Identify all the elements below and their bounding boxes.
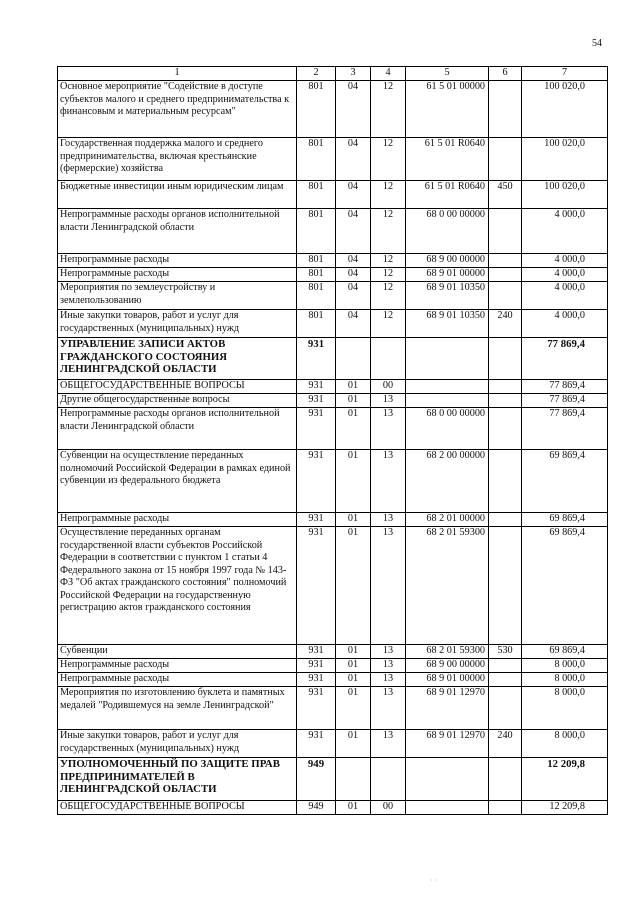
row-target-article: 68 9 00 00000 — [406, 659, 489, 673]
row-amount: 12 209,8 — [522, 758, 608, 801]
row-target-article: 68 0 00 00000 — [406, 408, 489, 450]
row-subsection: 13 — [371, 673, 406, 687]
header-col-2: 2 — [297, 67, 336, 81]
row-subsection: 13 — [371, 450, 406, 513]
row-chapter: 931 — [297, 380, 336, 394]
row-section: 04 — [336, 138, 371, 181]
row-expense-type — [489, 408, 522, 450]
table-row — [58, 645, 608, 659]
row-amount: 4 000,0 — [522, 268, 608, 282]
table-row — [58, 268, 608, 282]
row-name: Непрограммные расходы — [58, 659, 297, 673]
header-col-6: 6 — [489, 67, 522, 81]
row-target-article: 68 0 00 00000 — [406, 209, 489, 254]
row-amount: 4 000,0 — [522, 282, 608, 310]
row-section: 01 — [336, 659, 371, 673]
row-amount: 8 000,0 — [522, 673, 608, 687]
row-subsection: 13 — [371, 730, 406, 758]
row-section: 04 — [336, 268, 371, 282]
row-name: ОБЩЕГОСУДАРСТВЕННЫЕ ВОПРОСЫ — [58, 801, 297, 815]
row-section: 01 — [336, 408, 371, 450]
row-chapter: 801 — [297, 254, 336, 268]
row-chapter: 931 — [297, 338, 336, 380]
scan-dots: · · — [430, 876, 438, 885]
row-name: Непрограммные расходы органов исполнительной власти Ленинградской области — [58, 408, 297, 450]
row-target-article: 61 5 01 R0640 — [406, 138, 489, 181]
row-expense-type — [489, 268, 522, 282]
row-chapter: 949 — [297, 758, 336, 801]
row-target-article: 68 2 01 00000 — [406, 513, 489, 527]
row-section: 01 — [336, 645, 371, 659]
row-chapter: 931 — [297, 730, 336, 758]
budget-table — [57, 66, 608, 815]
row-section: 01 — [336, 527, 371, 645]
page-number: 54 — [592, 38, 602, 49]
row-target-article: 68 9 01 12970 — [406, 730, 489, 758]
row-section: 01 — [336, 513, 371, 527]
row-expense-type — [489, 380, 522, 394]
table-row — [58, 673, 608, 687]
row-target-article — [406, 758, 489, 801]
row-subsection: 13 — [371, 645, 406, 659]
header-row — [58, 67, 608, 81]
row-chapter: 801 — [297, 209, 336, 254]
row-amount: 4 000,0 — [522, 209, 608, 254]
header-col-5: 5 — [406, 67, 489, 81]
row-section: 01 — [336, 394, 371, 408]
table-row — [58, 282, 608, 310]
row-section: 04 — [336, 181, 371, 209]
row-subsection: 12 — [371, 209, 406, 254]
row-expense-type — [489, 758, 522, 801]
row-amount: 4 000,0 — [522, 310, 608, 338]
row-target-article: 68 9 01 12970 — [406, 687, 489, 730]
row-amount: 8 000,0 — [522, 659, 608, 673]
row-target-article: 68 9 01 10350 — [406, 310, 489, 338]
row-subsection: 00 — [371, 380, 406, 394]
row-chapter: 801 — [297, 268, 336, 282]
row-name: Непрограммные расходы — [58, 268, 297, 282]
row-section: 01 — [336, 730, 371, 758]
table-row — [58, 659, 608, 673]
row-section: 01 — [336, 380, 371, 394]
row-name: Бюджетные инвестиции иным юридическим лицам — [58, 181, 297, 209]
row-name: Субвенции на осуществление переданных полномочий Российской Федерации в рамках единой субвенции из федерального бюджета — [58, 450, 297, 513]
row-amount: 8 000,0 — [522, 687, 608, 730]
row-subsection — [371, 758, 406, 801]
row-amount: 12 209,8 — [522, 801, 608, 815]
row-chapter: 931 — [297, 513, 336, 527]
table-row — [58, 758, 608, 801]
row-amount: 77 869,4 — [522, 394, 608, 408]
row-expense-type — [489, 394, 522, 408]
header-col-3: 3 — [336, 67, 371, 81]
row-name: Непрограммные расходы органов исполнительной власти Ленинградской области — [58, 209, 297, 254]
row-section: 01 — [336, 450, 371, 513]
row-section: 01 — [336, 801, 371, 815]
row-name: Мероприятия по изготовлению буклета и памятных медалей "Родившемуся на земле Ленинградской" — [58, 687, 297, 730]
row-name: Мероприятия по землеустройству и землепользованию — [58, 282, 297, 310]
table-row — [58, 310, 608, 338]
row-target-article: 61 5 01 R0640 — [406, 181, 489, 209]
row-subsection: 00 — [371, 801, 406, 815]
row-expense-type — [489, 138, 522, 181]
row-name: УПРАВЛЕНИЕ ЗАПИСИ АКТОВ ГРАЖДАНСКОГО СОСТОЯНИЯ ЛЕНИНГРАДСКОЙ ОБЛАСТИ — [58, 338, 297, 380]
row-target-article — [406, 394, 489, 408]
row-expense-type: 240 — [489, 730, 522, 758]
row-expense-type — [489, 450, 522, 513]
row-amount: 100 020,0 — [522, 181, 608, 209]
row-chapter: 949 — [297, 801, 336, 815]
row-subsection: 13 — [371, 659, 406, 673]
row-amount: 100 020,0 — [522, 81, 608, 138]
header-col-1: 1 — [58, 67, 297, 81]
row-chapter: 801 — [297, 138, 336, 181]
row-amount: 100 020,0 — [522, 138, 608, 181]
row-name: Основное мероприятие "Содействие в доступе субъектов малого и среднего предпринимательства к финансовым и материальным ресурсам" — [58, 81, 297, 138]
row-target-article: 68 9 00 00000 — [406, 254, 489, 268]
row-amount: 69 869,4 — [522, 450, 608, 513]
row-name: Иные закупки товаров, работ и услуг для государственных (муниципальных) нужд — [58, 730, 297, 758]
row-subsection: 13 — [371, 687, 406, 730]
header-col-7: 7 — [522, 67, 608, 81]
row-chapter: 801 — [297, 282, 336, 310]
row-amount: 69 869,4 — [522, 645, 608, 659]
row-target-article: 68 9 01 00000 — [406, 268, 489, 282]
row-subsection: 12 — [371, 282, 406, 310]
row-target-article — [406, 380, 489, 394]
row-target-article: 68 2 01 59300 — [406, 527, 489, 645]
row-target-article: 68 9 01 10350 — [406, 282, 489, 310]
row-chapter: 931 — [297, 687, 336, 730]
row-subsection: 12 — [371, 268, 406, 282]
row-subsection: 12 — [371, 81, 406, 138]
row-expense-type — [489, 687, 522, 730]
table-row — [58, 801, 608, 815]
row-section — [336, 758, 371, 801]
row-subsection: 12 — [371, 181, 406, 209]
table-row — [58, 527, 608, 645]
table-row — [58, 450, 608, 513]
row-name: Иные закупки товаров, работ и услуг для государственных (муниципальных) нужд — [58, 310, 297, 338]
row-expense-type — [489, 513, 522, 527]
table-row — [58, 254, 608, 268]
row-expense-type — [489, 282, 522, 310]
row-section: 01 — [336, 687, 371, 730]
table-row — [58, 408, 608, 450]
row-target-article — [406, 801, 489, 815]
row-subsection: 12 — [371, 254, 406, 268]
row-name: Субвенции — [58, 645, 297, 659]
row-section — [336, 338, 371, 380]
row-chapter: 801 — [297, 310, 336, 338]
row-chapter: 931 — [297, 645, 336, 659]
row-amount: 77 869,4 — [522, 408, 608, 450]
row-name: Государственная поддержка малого и среднего предпринимательства, включая крестьянские (фермерские) хозяйства — [58, 138, 297, 181]
header-col-4: 4 — [371, 67, 406, 81]
row-name: УПОЛНОМОЧЕННЫЙ ПО ЗАЩИТЕ ПРАВ ПРЕДПРИНИМАТЕЛЕЙ В ЛЕНИНГРАДСКОЙ ОБЛАСТИ — [58, 758, 297, 801]
table-row — [58, 338, 608, 380]
row-expense-type — [489, 338, 522, 380]
row-amount: 77 869,4 — [522, 338, 608, 380]
row-amount: 77 869,4 — [522, 380, 608, 394]
row-expense-type — [489, 209, 522, 254]
row-expense-type — [489, 527, 522, 645]
row-section: 01 — [336, 673, 371, 687]
row-subsection: 12 — [371, 310, 406, 338]
row-subsection: 13 — [371, 527, 406, 645]
row-amount: 69 869,4 — [522, 513, 608, 527]
row-target-article: 68 2 01 59300 — [406, 645, 489, 659]
table-row — [58, 209, 608, 254]
row-section: 04 — [336, 81, 371, 138]
row-expense-type: 450 — [489, 181, 522, 209]
row-chapter: 931 — [297, 408, 336, 450]
row-name: Другие общегосударственные вопросы — [58, 394, 297, 408]
row-section: 04 — [336, 254, 371, 268]
row-chapter: 801 — [297, 81, 336, 138]
row-expense-type — [489, 673, 522, 687]
row-target-article: 68 9 01 00000 — [406, 673, 489, 687]
row-expense-type — [489, 801, 522, 815]
row-section: 04 — [336, 282, 371, 310]
row-expense-type — [489, 659, 522, 673]
row-expense-type: 240 — [489, 310, 522, 338]
table-row — [58, 513, 608, 527]
row-chapter: 931 — [297, 673, 336, 687]
table-row — [58, 394, 608, 408]
row-target-article: 68 2 00 00000 — [406, 450, 489, 513]
row-expense-type — [489, 254, 522, 268]
row-chapter: 931 — [297, 450, 336, 513]
row-subsection: 13 — [371, 408, 406, 450]
table-row — [58, 138, 608, 181]
table-body — [58, 67, 608, 815]
row-expense-type — [489, 81, 522, 138]
row-expense-type: 530 — [489, 645, 522, 659]
row-chapter: 801 — [297, 181, 336, 209]
table-row — [58, 181, 608, 209]
row-subsection — [371, 338, 406, 380]
row-target-article — [406, 338, 489, 380]
row-name: Непрограммные расходы — [58, 673, 297, 687]
row-section: 04 — [336, 209, 371, 254]
row-name: Осуществление переданных органам государственной власти субъектов Российской Федерации в соответствии с пунктом 1 статьи 4 Федерального закона от 15 ноября 1997 года № 143-ФЗ "Об актах гражданского состояния" полномочий Российской Федерации на государственную регистрацию актов гражданского состояния — [58, 527, 297, 645]
row-chapter: 931 — [297, 394, 336, 408]
row-chapter: 931 — [297, 527, 336, 645]
row-target-article: 61 5 01 00000 — [406, 81, 489, 138]
row-subsection: 13 — [371, 394, 406, 408]
row-subsection: 13 — [371, 513, 406, 527]
row-name: ОБЩЕГОСУДАРСТВЕННЫЕ ВОПРОСЫ — [58, 380, 297, 394]
row-amount: 8 000,0 — [522, 730, 608, 758]
row-amount: 69 869,4 — [522, 527, 608, 645]
row-subsection: 12 — [371, 138, 406, 181]
table-row — [58, 730, 608, 758]
row-name: Непрограммные расходы — [58, 513, 297, 527]
table-row — [58, 81, 608, 138]
row-section: 04 — [336, 310, 371, 338]
row-name: Непрограммные расходы — [58, 254, 297, 268]
row-chapter: 931 — [297, 659, 336, 673]
table-row — [58, 380, 608, 394]
row-amount: 4 000,0 — [522, 254, 608, 268]
table-row — [58, 687, 608, 730]
